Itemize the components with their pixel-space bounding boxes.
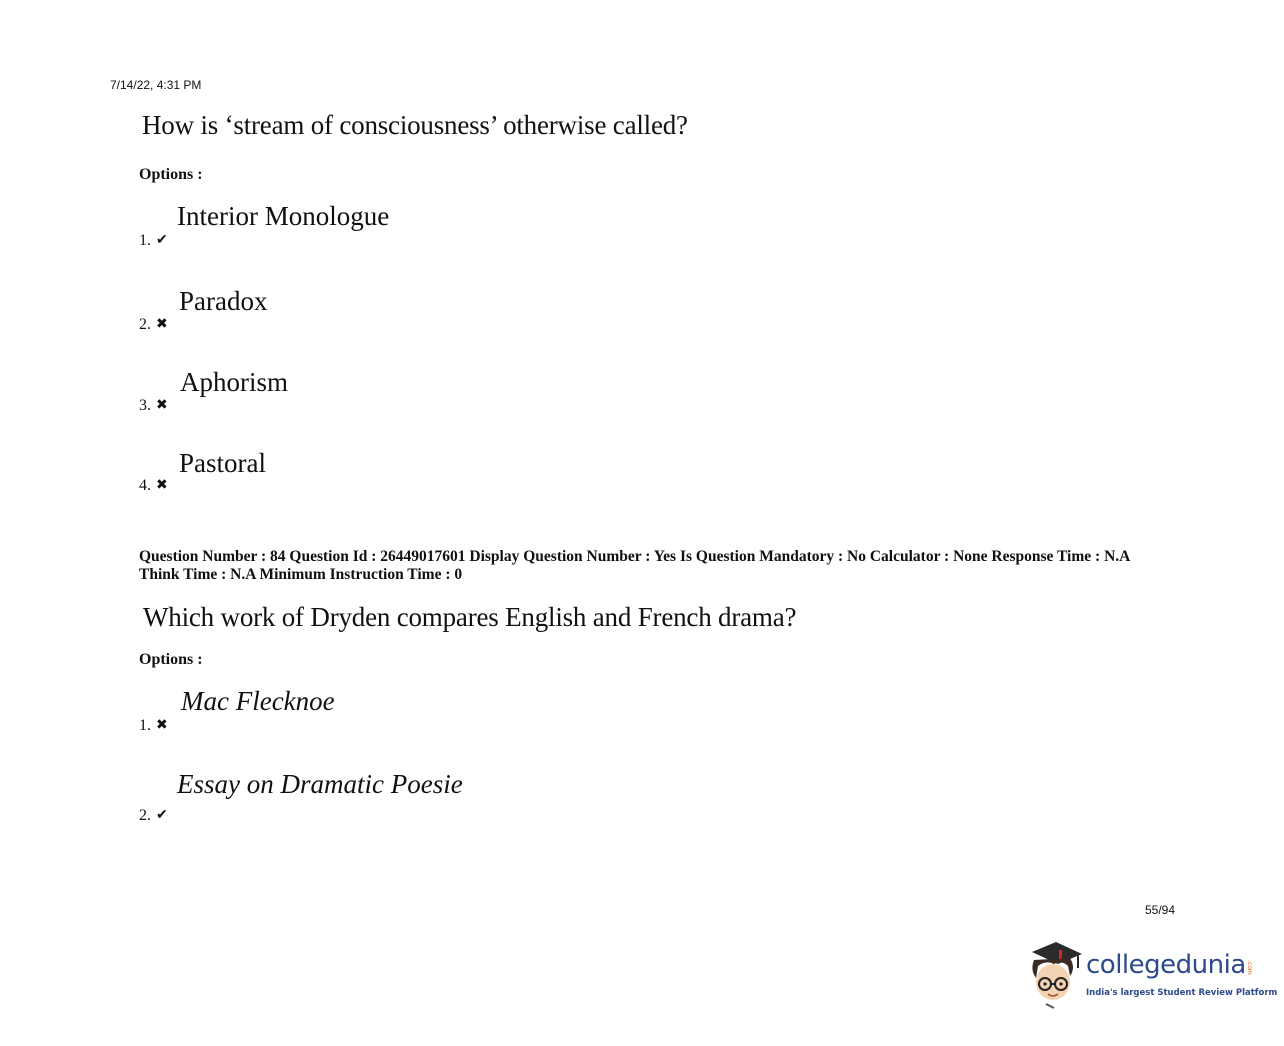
q2-option-1-number: 1. ✖ [139, 717, 168, 734]
cross-icon: ✖ [156, 398, 168, 413]
q2-options-label: Options : [139, 651, 203, 668]
cross-icon: ✖ [156, 718, 168, 733]
q2-option-2-number: 2. ✔ [139, 807, 168, 824]
timestamp: 7/14/22, 4:31 PM [110, 78, 202, 92]
q2-option-1-text: Mac Flecknoe [181, 686, 335, 716]
q2-option-2-text: Essay on Dramatic Poesie [177, 769, 463, 799]
check-icon: ✔ [156, 808, 168, 823]
q1-option-1-text: Interior Monologue [177, 201, 390, 231]
brand-suffix: .com [1246, 960, 1253, 975]
q1-option-3-text: Aphorism [180, 367, 288, 397]
brand-tagline: India's largest Student Review Platform [1086, 988, 1278, 998]
cross-icon: ✖ [156, 478, 168, 493]
cross-icon: ✖ [156, 317, 168, 332]
q1-option-2-text: Paradox [179, 286, 268, 316]
question-2-text: Which work of Dryden compares English and French drama? [143, 602, 797, 632]
brand-name: collegedunia [1086, 950, 1246, 980]
question-1-text: How is ‘stream of consciousness’ otherwise called? [142, 110, 688, 140]
check-icon: ✔ [156, 233, 168, 248]
q1-option-4-number: 4. ✖ [139, 477, 168, 494]
page-number: 55/94 [1145, 903, 1176, 917]
q1-option-1-number: 1. ✔ [139, 232, 168, 249]
collegedunia-logo [1024, 938, 1278, 1010]
mascot-icon [1024, 938, 1086, 1010]
q1-options-label: Options : [139, 166, 203, 183]
q1-option-4-text: Pastoral [179, 448, 266, 478]
question-metadata: Question Number : 84 Question Id : 26449017601 Display Question Number : Yes Is Question Mandatory : No Calculator : None Response Time : N.A Think Time : N.A Minimum Instruction Time : 0 [139, 548, 1130, 583]
q1-option-3-number: 3. ✖ [139, 397, 168, 414]
q1-option-2-number: 2. ✖ [139, 316, 168, 333]
